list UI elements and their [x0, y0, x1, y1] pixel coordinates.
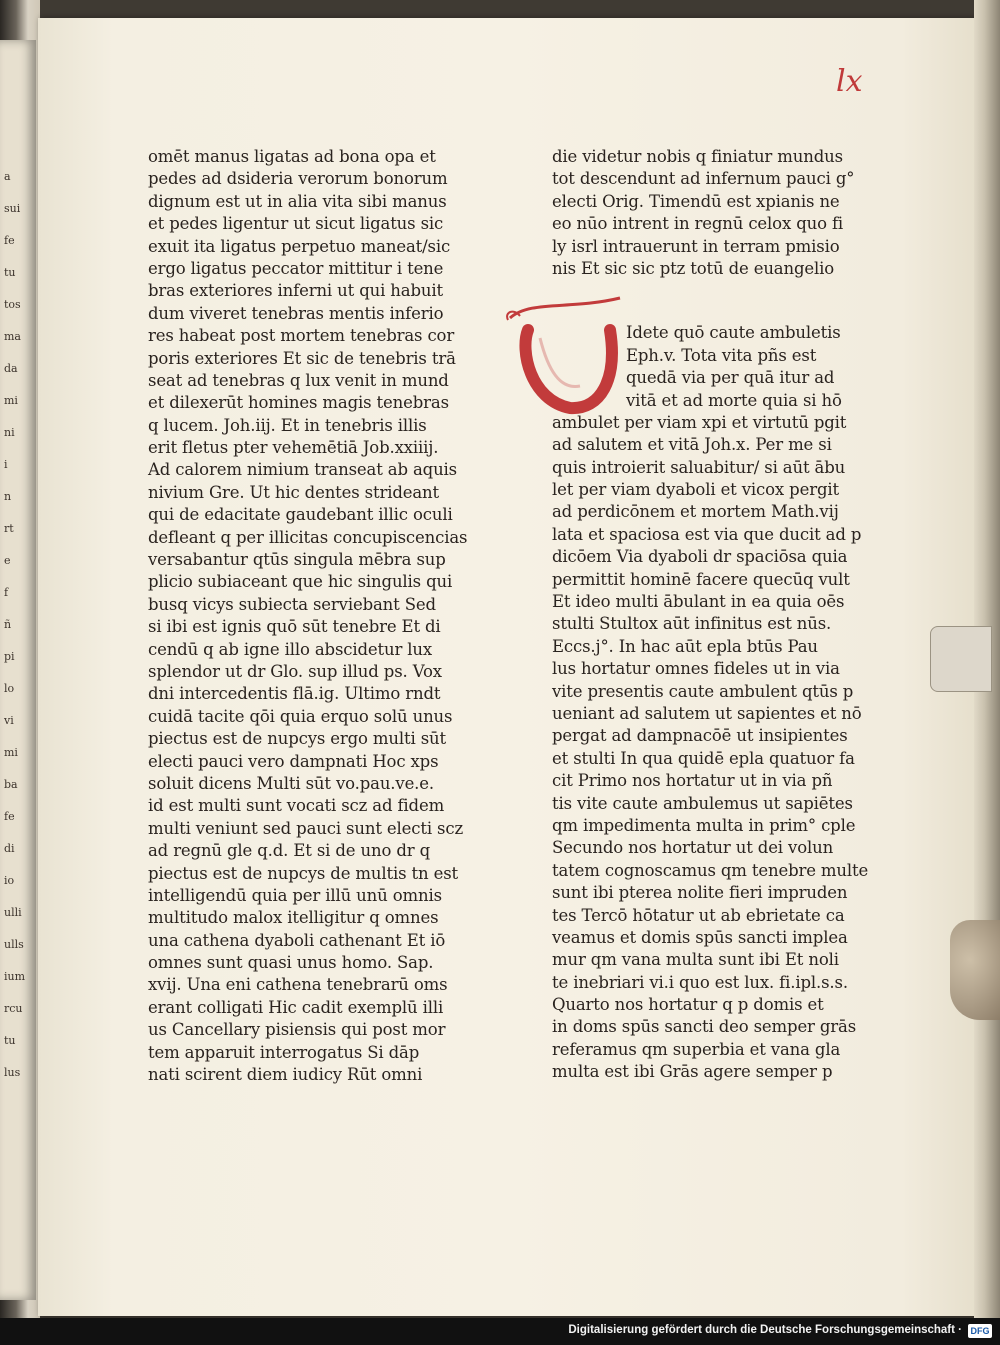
text-line: xvij. Una eni cathena tenebrarū oms	[148, 975, 448, 995]
text-line: multi veniunt sed pauci sunt electi scz	[148, 818, 463, 838]
text-line: intelligendū quia per illū unū omnis	[148, 885, 442, 905]
text-line: busq vicys subiecta serviebant Sed	[148, 594, 436, 614]
text-line: exuit ita ligatus perpetuo maneat/sic	[148, 236, 451, 256]
text-line: Eccs.j°. In hac aūt epla btūs Pau	[552, 636, 818, 656]
text-line: nati scirent diem iudicy Rūt omni	[148, 1065, 423, 1085]
text-line: Idete quō caute ambuletis	[626, 323, 841, 343]
text-line: ad perdicōnem et mortem Math.vij	[552, 502, 839, 522]
folio-number: lx	[836, 64, 863, 99]
prev-page-fragment: ium	[4, 970, 26, 983]
text-line: dum viveret tenebras mentis inferio	[148, 303, 444, 323]
prev-page-fragment: fe	[4, 810, 15, 823]
text-line: te inebriari vi.i quo est lux. fi.ipl.s.s.	[552, 972, 848, 992]
text-line: tem apparuit interrogatus Si dāp	[148, 1042, 420, 1062]
text-line: nivium Gre. Ut hic dentes strideant	[148, 482, 440, 502]
text-line: die videtur nobis q finiatur mundus	[552, 147, 843, 166]
prev-page-fragment: da	[4, 362, 18, 375]
text-line: et stulti In qua quidē epla quatuor fa	[552, 748, 855, 768]
prev-page-fragment: mi	[4, 394, 18, 407]
text-line: Et ideo multi ābulant in ea quia oēs	[552, 592, 845, 612]
prev-page-fragment: ni	[4, 426, 15, 439]
prev-page-fragment: ulli	[4, 906, 22, 919]
text-line: qui de edacitate gaudebant illic oculi	[148, 505, 453, 525]
prev-page-fragment: ma	[4, 330, 21, 343]
text-line: dni intercedentis flā.ig. Ultimo rndt	[148, 684, 441, 704]
text-line: piectus est de nupcys ergo multi sūt	[148, 729, 447, 749]
bookmark-ribbon	[950, 920, 1000, 1020]
text-line: ergo ligatus peccator mittitur i tene	[148, 258, 444, 278]
prev-page-fragment: a	[4, 170, 11, 183]
text-line: et pedes ligentur ut sicut ligatus sic	[148, 214, 444, 234]
text-line: eo nūo intrent in regnū celox quo fi	[552, 214, 844, 234]
text-line: vite presentis caute ambulent qtūs p	[552, 681, 854, 701]
prev-page-fragment: e	[4, 554, 11, 567]
text-line: Quarto nos hortatur q p domis et	[552, 995, 824, 1015]
text-line: lata et spaciosa est via que ducit ad p	[552, 524, 862, 544]
text-line: quedā via per quā itur ad	[626, 368, 835, 388]
text-line: id est multi sunt vocati scz ad fidem	[148, 796, 445, 816]
text-line: referamus qm superbia et vana gla	[552, 1039, 841, 1059]
prev-page-fragment: tu	[4, 266, 16, 279]
text-line: in doms spūs sancti deo semper grās	[552, 1017, 857, 1037]
text-line: multa est ibi Grās agere semper p	[552, 1062, 833, 1082]
text-line: Ad calorem nimium transeat ab aquis	[148, 460, 457, 480]
text-line: veamus et domis spūs sancti implea	[552, 927, 848, 947]
text-line: tot descendunt ad infernum pauci g°	[552, 169, 855, 189]
text-line: ly isrl intrauerunt in terram pmisio	[552, 236, 840, 256]
text-line: Secundo nos hortatur ut dei volun	[552, 838, 834, 858]
text-line: sunt ibi pterea nolite fieri impruden	[552, 883, 848, 903]
text-line: dignum est ut in alia vita sibi manus	[148, 191, 447, 211]
text-line: ad salutem et vitā Joh.x. Per me si	[552, 435, 832, 455]
text-line: res habeat post mortem tenebras cor	[148, 326, 455, 346]
text-line: defleant q per illicitas concupiscencias	[148, 527, 468, 547]
text-line: bras exteriores inferni ut qui habuit	[148, 281, 443, 301]
prev-page-fragment: mi	[4, 746, 18, 759]
text-column-right	[552, 146, 870, 1084]
prev-page-fragment: lo	[4, 682, 15, 695]
text-line: ad regnū gle q.d. Et si de uno dr q	[148, 841, 430, 861]
text-line: electi Orig. Timendū est xpianis ne	[552, 191, 840, 211]
prev-page-fragment: f	[4, 586, 9, 599]
prev-page-fragment: fe	[4, 234, 15, 247]
text-line: ueniant ad salutem ut sapientes et nō	[552, 703, 862, 723]
text-line: ambulet per viam xpi et virtutū pgit	[552, 412, 847, 432]
dfg-logo-icon: DFG	[968, 1324, 992, 1338]
text-line: lus hortatur omnes fideles ut in via	[552, 659, 840, 679]
prev-page-fragment: vi	[4, 714, 14, 727]
prev-page-fragment: io	[4, 874, 15, 887]
text-line: tis vite caute ambulemus ut sapiētes	[552, 793, 853, 813]
text-line: versabantur qtūs singula mēbra sup	[148, 550, 446, 570]
previous-page-edge	[0, 40, 36, 1300]
prev-page-fragment: pi	[4, 650, 15, 663]
text-line: tatem cognoscamus qm tenebre multe	[552, 860, 869, 880]
text-line: cuidā tacite qōi quia erquo solū unus	[148, 706, 453, 726]
text-line: quis introierit saluabitur/ si aūt ābu	[552, 457, 846, 477]
prev-page-fragment: lus	[4, 1066, 21, 1079]
text-line: et dilexerūt homines magis tenebras	[148, 393, 449, 413]
text-line: cit Primo nos hortatur ut in via pñ	[552, 771, 833, 791]
text-line: erant colligati Hic cadit exemplū illi	[148, 997, 444, 1017]
text-line: una cathena dyaboli cathenant Et iō	[148, 930, 446, 950]
prev-page-fragment: rcu	[4, 1002, 23, 1015]
prev-page-fragment: n	[4, 490, 12, 503]
binding-clasp	[930, 626, 992, 692]
text-line: vitā et ad morte quia si hō	[626, 390, 842, 410]
text-line: poris exteriores Et sic de tenebris trā	[148, 348, 456, 368]
text-line: nis Et sic sic ptz totū de euangelio	[552, 258, 835, 278]
text-line: seat ad tenebras q lux venit in mund	[148, 370, 449, 390]
decorated-initial-icon	[500, 290, 630, 420]
text-line: pedes ad dsideria verorum bonorum	[148, 169, 448, 189]
text-line: omēt manus ligatas ad bona opa et	[148, 147, 436, 166]
text-line: stulti Stultox aūt infinitus est nūs.	[552, 614, 832, 634]
prev-page-fragment: ñ	[4, 618, 12, 631]
prev-page-fragment: rt	[4, 522, 14, 535]
text-column-left	[148, 146, 468, 1086]
text-line: plicio subiaceant que hic singulis qui	[148, 572, 453, 592]
text-line: let per viam dyaboli et vicox pergit	[552, 480, 839, 500]
text-line: qm impedimenta multa in prim° cple	[552, 815, 856, 835]
footer-bar	[0, 1318, 1000, 1345]
text-line: si ibi est ignis quō sūt tenebre Et di	[148, 617, 441, 637]
text-line: tes Tercō hōtatur ut ab ebrietate ca	[552, 905, 845, 925]
text-line: Eph.v. Tota vita pñs est	[626, 345, 817, 365]
text-line: multitudo malox itelligitur q omnes	[148, 908, 439, 928]
text-line: splendor ut dr Glo. sup illud ps. Vox	[148, 661, 442, 681]
text-line: omnes sunt quasi unus homo. Sap.	[148, 953, 434, 973]
funding-credit: Digitalisierung gefördert durch die Deutsche Forschungsgemeinschaft ·	[568, 1324, 962, 1336]
prev-page-fragment: sui	[4, 202, 21, 215]
text-line: q lucem. Joh.iij. Et in tenebris illis	[148, 415, 427, 435]
text-line: mur qm vana multa sunt ibi Et noli	[552, 950, 839, 970]
text-line: dicōem Via dyaboli dr spaciōsa quia	[552, 547, 848, 567]
prev-page-fragment: ulls	[4, 938, 24, 951]
prev-page-fragment: i	[4, 458, 8, 471]
prev-page-fragment: tos	[4, 298, 21, 311]
prev-page-fragment: di	[4, 842, 15, 855]
text-line: us Cancellary pisiensis qui post mor	[148, 1020, 446, 1040]
prev-page-fragment: tu	[4, 1034, 16, 1047]
text-line: soluit dicens Multi sūt vo.pau.ve.e.	[148, 773, 434, 793]
text-line: pergat ad dampnacōē ut insipientes	[552, 726, 848, 746]
text-line: permittit hominē facere quecūq vult	[552, 569, 850, 589]
text-line: cendū q ab igne illo abscidetur lux	[148, 639, 433, 659]
text-line: electi pauci vero dampnati Hoc xps	[148, 751, 439, 771]
text-line: piectus est de nupcys de multis tn est	[148, 863, 458, 883]
text-line: erit fletus pter vehemētiā Job.xxiiij.	[148, 438, 439, 458]
prev-page-fragment: ba	[4, 778, 18, 791]
